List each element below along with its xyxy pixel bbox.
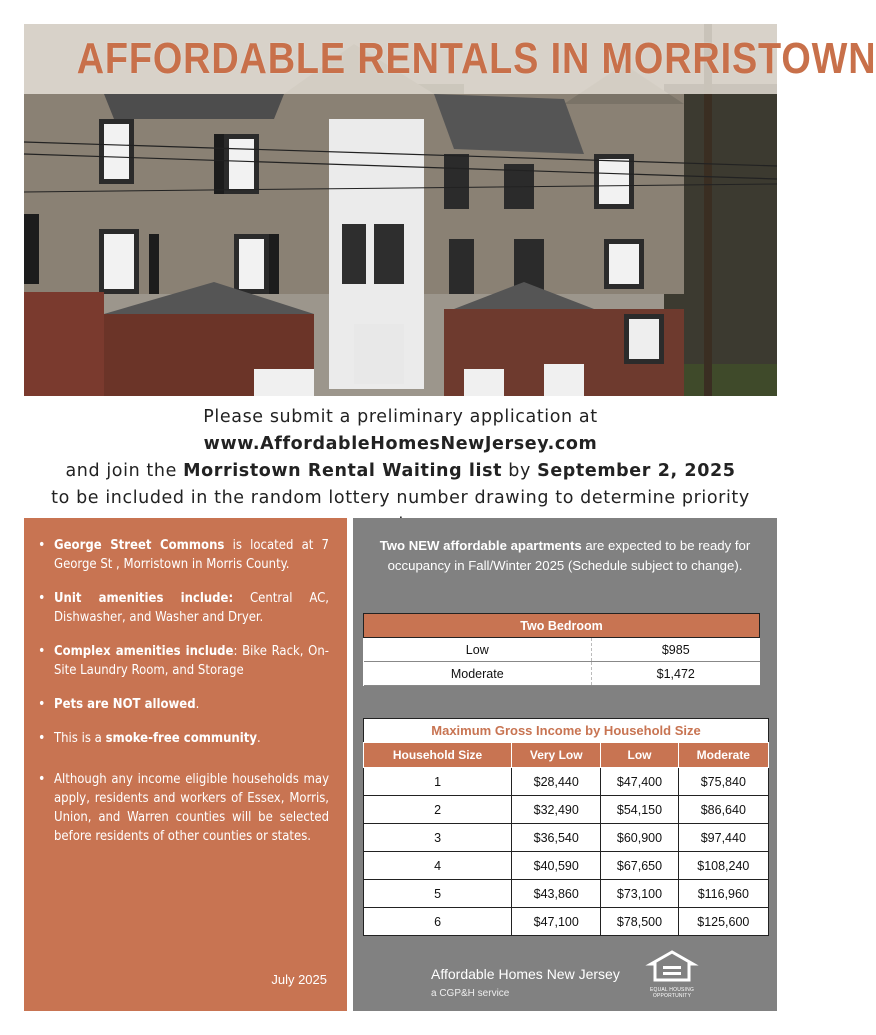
table-cell: $47,100 bbox=[512, 908, 601, 936]
table-cell: Moderate bbox=[364, 662, 592, 686]
notice-line-2-mid: by bbox=[502, 461, 538, 481]
intro-text: are expected to be ready for occupancy in Fall/Winter 2025 (Schedule subject to change). bbox=[387, 538, 751, 573]
table-cell: 4 bbox=[364, 852, 512, 880]
item-heading: George Street Commons bbox=[54, 538, 225, 553]
intro-heading: Two NEW affordable apartments bbox=[379, 538, 582, 553]
table-cell: $125,600 bbox=[678, 908, 768, 936]
item-text: is located at 7 George St , Morristown in Morris County. bbox=[54, 538, 329, 572]
table-cell: $78,500 bbox=[601, 908, 678, 936]
amenities-list bbox=[24, 518, 347, 846]
table-cell: $108,240 bbox=[678, 852, 768, 880]
list-item bbox=[54, 589, 329, 627]
deadline-date: September 2, 2025 bbox=[537, 461, 736, 481]
table-cell: $116,960 bbox=[678, 880, 768, 908]
table-cell: $36,540 bbox=[512, 824, 601, 852]
table-cell: $67,650 bbox=[601, 852, 678, 880]
house-icon bbox=[649, 950, 695, 982]
equal-housing-logo bbox=[647, 950, 697, 999]
list-item bbox=[54, 695, 329, 714]
item-heading: smoke-free community bbox=[105, 731, 257, 746]
item-heading: Complex amenities include bbox=[54, 644, 234, 659]
table-cell: 6 bbox=[364, 908, 512, 936]
table-cell: $86,640 bbox=[678, 796, 768, 824]
table-cell: Low bbox=[364, 638, 592, 662]
table-row bbox=[364, 908, 769, 936]
hero-photo bbox=[24, 24, 876, 396]
income-table-body bbox=[364, 768, 769, 936]
table-row bbox=[364, 880, 769, 908]
list-item bbox=[54, 642, 329, 680]
income-table bbox=[363, 718, 769, 936]
table-cell: $40,590 bbox=[512, 852, 601, 880]
item-text: . bbox=[256, 731, 261, 746]
table-cell: 1 bbox=[364, 768, 512, 796]
rent-table-header: Two Bedroom bbox=[364, 614, 760, 638]
table-row bbox=[364, 852, 769, 880]
list-item bbox=[54, 770, 329, 846]
table-row bbox=[364, 638, 760, 662]
table-row bbox=[364, 824, 769, 852]
amenities-panel bbox=[24, 518, 347, 1011]
brand-subtitle: a CGP&H service bbox=[431, 988, 510, 999]
table-cell: $54,150 bbox=[601, 796, 678, 824]
table-cell: $97,440 bbox=[678, 824, 768, 852]
item-text: Although any income eligible households may apply, residents and workers of Essex, Morris, Union, and Warren counties will be selected before residents of other counties or states. bbox=[54, 772, 329, 844]
item-heading: Pets are NOT allowed bbox=[54, 697, 196, 712]
table-cell: $60,900 bbox=[601, 824, 678, 852]
item-pre: This is a bbox=[54, 731, 106, 746]
notice-line-1-text: Please submit a preliminary application at bbox=[203, 407, 598, 427]
table-cell: $28,440 bbox=[512, 768, 601, 796]
item-text: : Bike Rack, On-Site Laundry Room, and Storage bbox=[54, 644, 330, 678]
waiting-list-name: Morristown Rental Waiting list bbox=[183, 461, 503, 481]
list-item bbox=[54, 729, 329, 748]
item-text: . bbox=[195, 697, 200, 712]
notice-line-1 bbox=[24, 404, 777, 458]
brand-name: Affordable Homes New Jersey bbox=[431, 966, 620, 982]
table-row bbox=[364, 796, 769, 824]
table-cell: 2 bbox=[364, 796, 512, 824]
publish-date: July 2025 bbox=[271, 972, 327, 987]
income-table-caption: Maximum Gross Income by Household Size bbox=[363, 718, 769, 742]
notice-line-2-text: and join the bbox=[65, 461, 184, 481]
list-item bbox=[54, 536, 329, 574]
table-cell: $985 bbox=[592, 638, 760, 662]
column-header: Very Low bbox=[512, 743, 601, 768]
table-cell: $1,472 bbox=[592, 662, 760, 686]
table-cell: $73,100 bbox=[601, 880, 678, 908]
item-heading: Unit amenities include: bbox=[54, 591, 234, 606]
table-cell: 5 bbox=[364, 880, 512, 908]
column-header: Moderate bbox=[678, 743, 768, 768]
table-cell: $43,860 bbox=[512, 880, 601, 908]
column-header: Household Size bbox=[364, 743, 512, 768]
item-text: Central AC, Dishwasher, and Washer and Dryer. bbox=[54, 591, 329, 625]
table-cell: $75,840 bbox=[678, 768, 768, 796]
table-row bbox=[364, 768, 769, 796]
column-header: Low bbox=[601, 743, 678, 768]
table-row bbox=[364, 662, 760, 686]
rent-table bbox=[363, 613, 760, 686]
eho-text: EQUAL HOUSING OPPORTUNITY bbox=[649, 987, 695, 999]
table-cell: $32,490 bbox=[512, 796, 601, 824]
notice-line-3: to be included in the random lottery number drawing to determine priority bbox=[51, 488, 750, 508]
page-title: AFFORDABLE RENTALS IN MORRISTOWN bbox=[76, 34, 876, 83]
table-cell: $47,400 bbox=[601, 768, 678, 796]
table-cell: 3 bbox=[364, 824, 512, 852]
application-url-link[interactable]: www.AffordableHomesNewJersey.com bbox=[203, 434, 598, 454]
notice-line-2 bbox=[24, 458, 777, 485]
pricing-panel bbox=[353, 518, 777, 1011]
apartments-intro bbox=[367, 536, 763, 576]
